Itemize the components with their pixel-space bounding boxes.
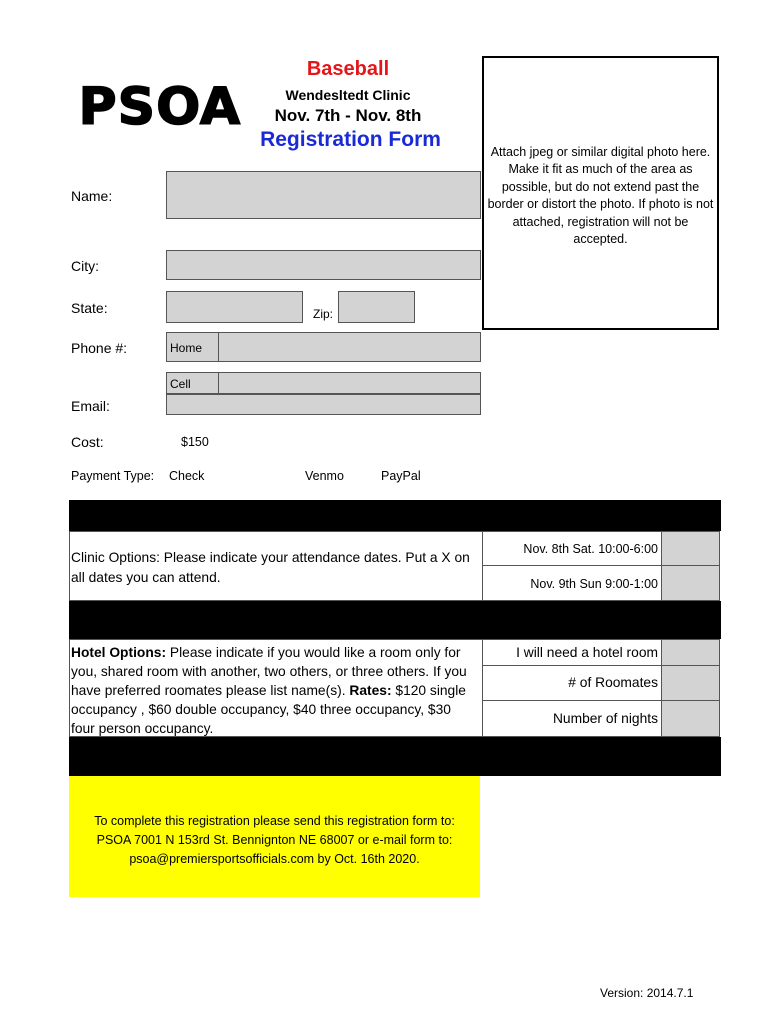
clinic-date-2-checkbox[interactable]	[661, 565, 720, 601]
hotel-rates-desc: $120 single occupancy , $60 double occupancy, $40 three occupancy, $30 four person occupancy.	[71, 683, 466, 736]
section-divider-3	[69, 737, 721, 776]
clinic-date-1-cell	[482, 531, 662, 566]
clinic-options-text: Clinic Options: Please indicate your attendance dates. Put a X on all dates you can attend.	[71, 550, 470, 585]
email-field[interactable]	[166, 394, 481, 415]
home-label: Home	[170, 341, 203, 355]
submission-line-1: To complete this registration please send this registration form to:	[94, 814, 455, 828]
cell-phone-tag	[166, 372, 219, 394]
name-label: Name:	[71, 188, 113, 204]
clinic-date-2: Nov. 9th Sun 9:00-1:00	[530, 577, 658, 591]
home-phone-field[interactable]	[218, 332, 481, 362]
payment-option-venmo[interactable]: Venmo	[305, 469, 344, 483]
hotel-room-cell	[482, 639, 662, 666]
name-field[interactable]	[166, 171, 481, 219]
nights-label: Number of nights	[552, 711, 658, 726]
hotel-options-cell	[69, 639, 483, 737]
roommates-cell	[482, 665, 662, 701]
sport-title: Baseball	[306, 58, 390, 80]
hotel-rates-label: Rates:	[349, 683, 392, 698]
cost-label: Cost:	[71, 434, 104, 450]
zip-field[interactable]	[338, 291, 415, 323]
phone-label: Phone #:	[71, 340, 128, 356]
submission-instructions-box	[69, 776, 480, 897]
payment-option-paypal[interactable]: PayPal	[381, 469, 421, 483]
nights-input[interactable]	[661, 700, 720, 737]
clinic-dates: Nov. 7th - Nov. 8th	[274, 106, 422, 125]
form-title: Registration Form	[260, 128, 441, 151]
zip-label: Zip:	[313, 307, 334, 321]
submission-instructions	[69, 812, 480, 869]
section-divider-2	[69, 601, 721, 639]
clinic-date-2-cell	[482, 565, 662, 601]
hotel-room-input[interactable]	[661, 639, 720, 666]
hotel-options-text	[71, 643, 478, 738]
hotel-room-label: I will need a hotel room	[516, 645, 658, 660]
roommates-input[interactable]	[661, 665, 720, 701]
email-label: Email:	[71, 398, 110, 414]
hotel-options-desc: Please indicate if you would like a room only for you, shared room with another, two others, or three others. If you have preferred roomates please list name(s).	[71, 645, 467, 698]
clinic-date-1-checkbox[interactable]	[661, 531, 720, 566]
clinic-date-1: Nov. 8th Sat. 10:00-6:00	[523, 542, 658, 556]
clinic-title: Wendesltedt Clinic	[285, 87, 411, 103]
payment-type-label: Payment Type:	[71, 469, 155, 483]
cost-value: $150	[181, 435, 209, 449]
nights-cell	[482, 700, 662, 737]
submission-line-3: psoa@premiersportsofficials.com by Oct. 16th 2020.	[129, 852, 420, 866]
payment-option-check[interactable]: Check	[169, 469, 205, 483]
cell-phone-field[interactable]	[218, 372, 481, 394]
psoa-logo	[78, 78, 242, 138]
section-divider-1	[69, 500, 721, 531]
state-label: State:	[71, 300, 108, 316]
roommates-label: # of Roomates	[568, 675, 658, 690]
clinic-options-cell	[69, 531, 483, 601]
state-field[interactable]	[166, 291, 303, 323]
hotel-options-lead: Hotel Options:	[71, 645, 167, 660]
cell-label: Cell	[170, 377, 191, 391]
home-phone-tag	[166, 332, 219, 362]
logo-text: PSOA	[78, 78, 242, 137]
photo-attachment-box[interactable]	[482, 56, 719, 330]
submission-line-2: PSOA 7001 N 153rd St. Bennignton NE 68007 or e-mail form to:	[96, 833, 453, 847]
city-field[interactable]	[166, 250, 481, 280]
version-label: Version: 2014.7.1	[600, 986, 694, 1000]
photo-instructions: Attach jpeg or similar digital photo here. Make it fit as much of the area as possible, but do not extend past the border or distort the photo. If photo is not attached, registration will not be accepted.	[487, 145, 714, 247]
city-label: City:	[71, 258, 99, 274]
